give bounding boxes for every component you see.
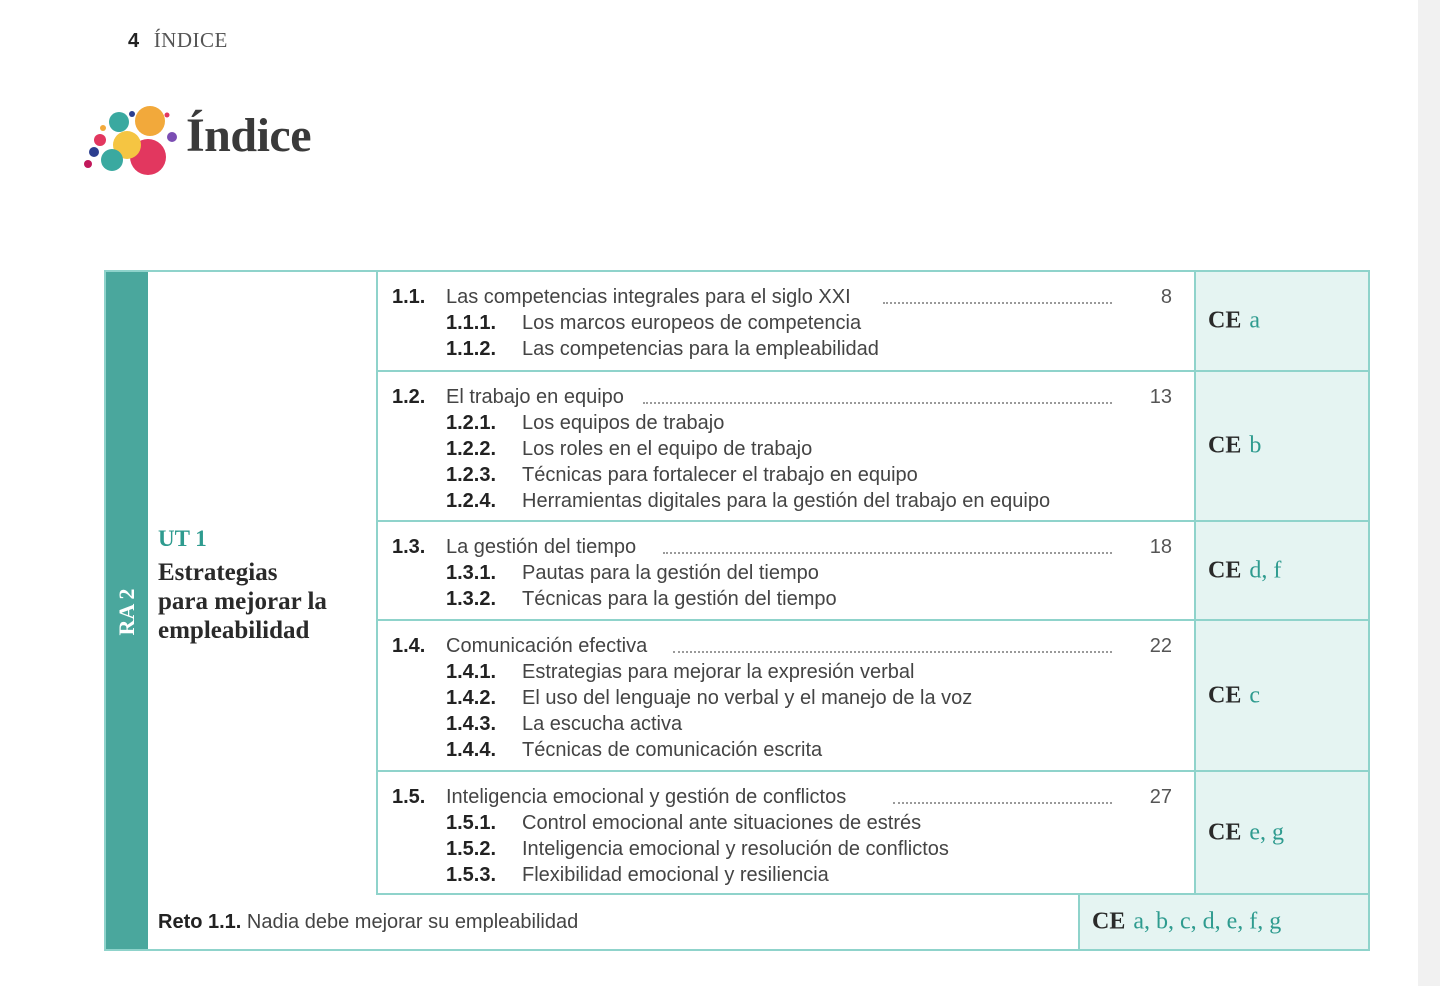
- section-code: 1.5.: [392, 786, 426, 808]
- subsection-code: 1.5.1.: [446, 812, 497, 834]
- ut-code: UT 1: [158, 526, 207, 551]
- section-row: [378, 772, 1368, 895]
- subsection-entry[interactable]: [378, 810, 1194, 836]
- subsection-code: 1.2.1.: [446, 412, 497, 434]
- section-entry[interactable]: [378, 534, 1194, 560]
- ce-label: CE: [1208, 432, 1242, 459]
- subsection-title: La escucha activa: [522, 713, 683, 735]
- subsection-entry[interactable]: [378, 737, 1194, 763]
- subsection-title: Las competencias para la empleabilidad: [522, 338, 879, 360]
- subsection-entry[interactable]: [378, 711, 1194, 737]
- subsection-code: 1.3.2.: [446, 588, 497, 610]
- section-title: La gestión del tiempo: [446, 536, 637, 558]
- ce-label: CE: [1092, 908, 1126, 935]
- reto-text: Nadia debe mejorar su empleabilidad: [246, 911, 579, 933]
- subsection-title: Pautas para la gestión del tiempo: [522, 562, 819, 584]
- page-edge-shadow: [1418, 0, 1440, 986]
- ut-title-line: empleabilidad: [158, 617, 310, 644]
- subsection-title: Control emocional ante situaciones de estrés: [522, 812, 922, 834]
- section-row: [378, 621, 1368, 772]
- page-number: 4: [128, 30, 140, 52]
- reto-label: Reto 1.1.: [158, 911, 242, 933]
- ut-column: [148, 272, 378, 895]
- page-number: 18: [1149, 536, 1172, 558]
- section-title: Inteligencia emocional y gestión de conflictos: [446, 786, 847, 808]
- section-content: [378, 272, 1196, 370]
- subsection-title: Estrategias para mejorar la expresión verbal: [522, 661, 915, 683]
- ce-values: d, f: [1249, 557, 1282, 583]
- section-row: [378, 272, 1368, 372]
- section-entry[interactable]: [378, 384, 1194, 410]
- page-number: 27: [1149, 786, 1172, 808]
- ce-cell: [1196, 372, 1368, 520]
- subsection-entry[interactable]: [378, 685, 1194, 711]
- subsection-code: 1.1.1.: [446, 312, 497, 334]
- subsection-code: 1.2.4.: [446, 490, 497, 512]
- subsection-code: 1.5.3.: [446, 864, 497, 886]
- ce-values: b: [1249, 432, 1262, 459]
- dot-leader: [643, 402, 1112, 404]
- ce-label: CE: [1208, 557, 1242, 583]
- ce-label: CE: [1208, 819, 1242, 845]
- dot-leader: [893, 802, 1112, 804]
- section-content: [378, 772, 1196, 893]
- subsection-entry[interactable]: [378, 586, 1194, 612]
- subsection-title: Inteligencia emocional y resolución de conflictos: [522, 838, 949, 860]
- ce-cell: [1196, 772, 1368, 893]
- section-content: [378, 522, 1196, 619]
- subsection-code: 1.2.3.: [446, 464, 497, 486]
- page-number: 13: [1149, 386, 1172, 408]
- ce-label: CE: [1208, 682, 1242, 708]
- ce-values: e, g: [1249, 819, 1284, 845]
- section-code: 1.4.: [392, 635, 426, 657]
- subsection-title: Flexibilidad emocional y resiliencia: [522, 864, 829, 886]
- section-entry[interactable]: [378, 784, 1194, 810]
- ce-cell: [1196, 522, 1368, 619]
- ut-title: [158, 558, 327, 645]
- subsection-entry[interactable]: [378, 488, 1194, 514]
- subsection-entry[interactable]: [378, 659, 1194, 685]
- dot-leader: [883, 302, 1112, 304]
- subsection-title: Técnicas para fortalecer el trabajo en equipo: [522, 464, 918, 486]
- ce-values: c: [1249, 682, 1260, 708]
- section-code: 1.2.: [392, 386, 426, 408]
- reto-entry[interactable]: [148, 895, 1080, 949]
- page-number: 22: [1149, 635, 1172, 657]
- subsection-title: Los roles en el equipo de trabajo: [522, 438, 813, 460]
- subsection-title: El uso del lenguaje no verbal y el manejo de la voz: [522, 687, 973, 709]
- ce-label: CE: [1208, 307, 1242, 334]
- subsection-code: 1.5.2.: [446, 838, 497, 860]
- subsection-entry[interactable]: [378, 310, 1194, 336]
- ra-label: RA 2: [114, 588, 139, 636]
- section-title: El trabajo en equipo: [446, 386, 624, 408]
- subsection-entry[interactable]: [378, 336, 1194, 362]
- reto-row: [148, 895, 1368, 949]
- subsection-entry[interactable]: [378, 462, 1194, 488]
- running-header: [128, 28, 228, 53]
- reto-ce-cell: [1080, 895, 1368, 949]
- ra-band: [106, 272, 148, 949]
- ce-cell: [1196, 272, 1368, 370]
- subsection-code: 1.1.2.: [446, 338, 497, 360]
- bubbles-logo-icon: [80, 100, 190, 180]
- page-title: Índice: [186, 109, 312, 162]
- subsection-entry[interactable]: [378, 436, 1194, 462]
- ce-values: a: [1249, 307, 1260, 334]
- subsection-code: 1.4.4.: [446, 739, 497, 761]
- subsection-title: Técnicas para la gestión del tiempo: [522, 588, 837, 610]
- dot-leader: [663, 552, 1112, 554]
- sections-list: [378, 272, 1368, 895]
- toc-table: [104, 270, 1370, 951]
- section-content: [378, 372, 1196, 520]
- subsection-code: 1.2.2.: [446, 438, 497, 460]
- subsection-code: 1.4.1.: [446, 661, 497, 683]
- subsection-title: Técnicas de comunicación escrita: [522, 739, 823, 761]
- subsection-entry[interactable]: [378, 836, 1194, 862]
- page-number: 8: [1160, 286, 1172, 308]
- subsection-title: Herramientas digitales para la gestión del trabajo en equipo: [522, 490, 1051, 512]
- subsection-code: 1.3.1.: [446, 562, 497, 584]
- dot-leader: [673, 651, 1112, 653]
- ut-title-line: Estrategias: [158, 559, 278, 586]
- subsection-entry[interactable]: [378, 862, 1194, 888]
- ut-title-line: para mejorar la: [158, 588, 327, 615]
- ce-values: a, b, c, d, e, f, g: [1133, 908, 1282, 935]
- subsection-title: Los marcos europeos de competencia: [522, 312, 862, 334]
- section-code: 1.1.: [392, 286, 426, 308]
- subsection-title: Los equipos de trabajo: [522, 412, 725, 434]
- section-entry[interactable]: [378, 284, 1194, 310]
- section-row: [378, 522, 1368, 621]
- section-row: [378, 372, 1368, 522]
- subsection-entry[interactable]: [378, 560, 1194, 586]
- section-label: ÍNDICE: [153, 28, 228, 52]
- subsection-entry[interactable]: [378, 410, 1194, 436]
- section-title: Comunicación efectiva: [446, 635, 648, 657]
- ut-heading: [158, 526, 327, 645]
- section-code: 1.3.: [392, 536, 426, 558]
- subsection-code: 1.4.2.: [446, 687, 497, 709]
- section-content: [378, 621, 1196, 770]
- ce-cell: [1196, 621, 1368, 770]
- section-title: Las competencias integrales para el siglo XXI: [446, 286, 851, 308]
- section-entry[interactable]: [378, 633, 1194, 659]
- subsection-code: 1.4.3.: [446, 713, 497, 735]
